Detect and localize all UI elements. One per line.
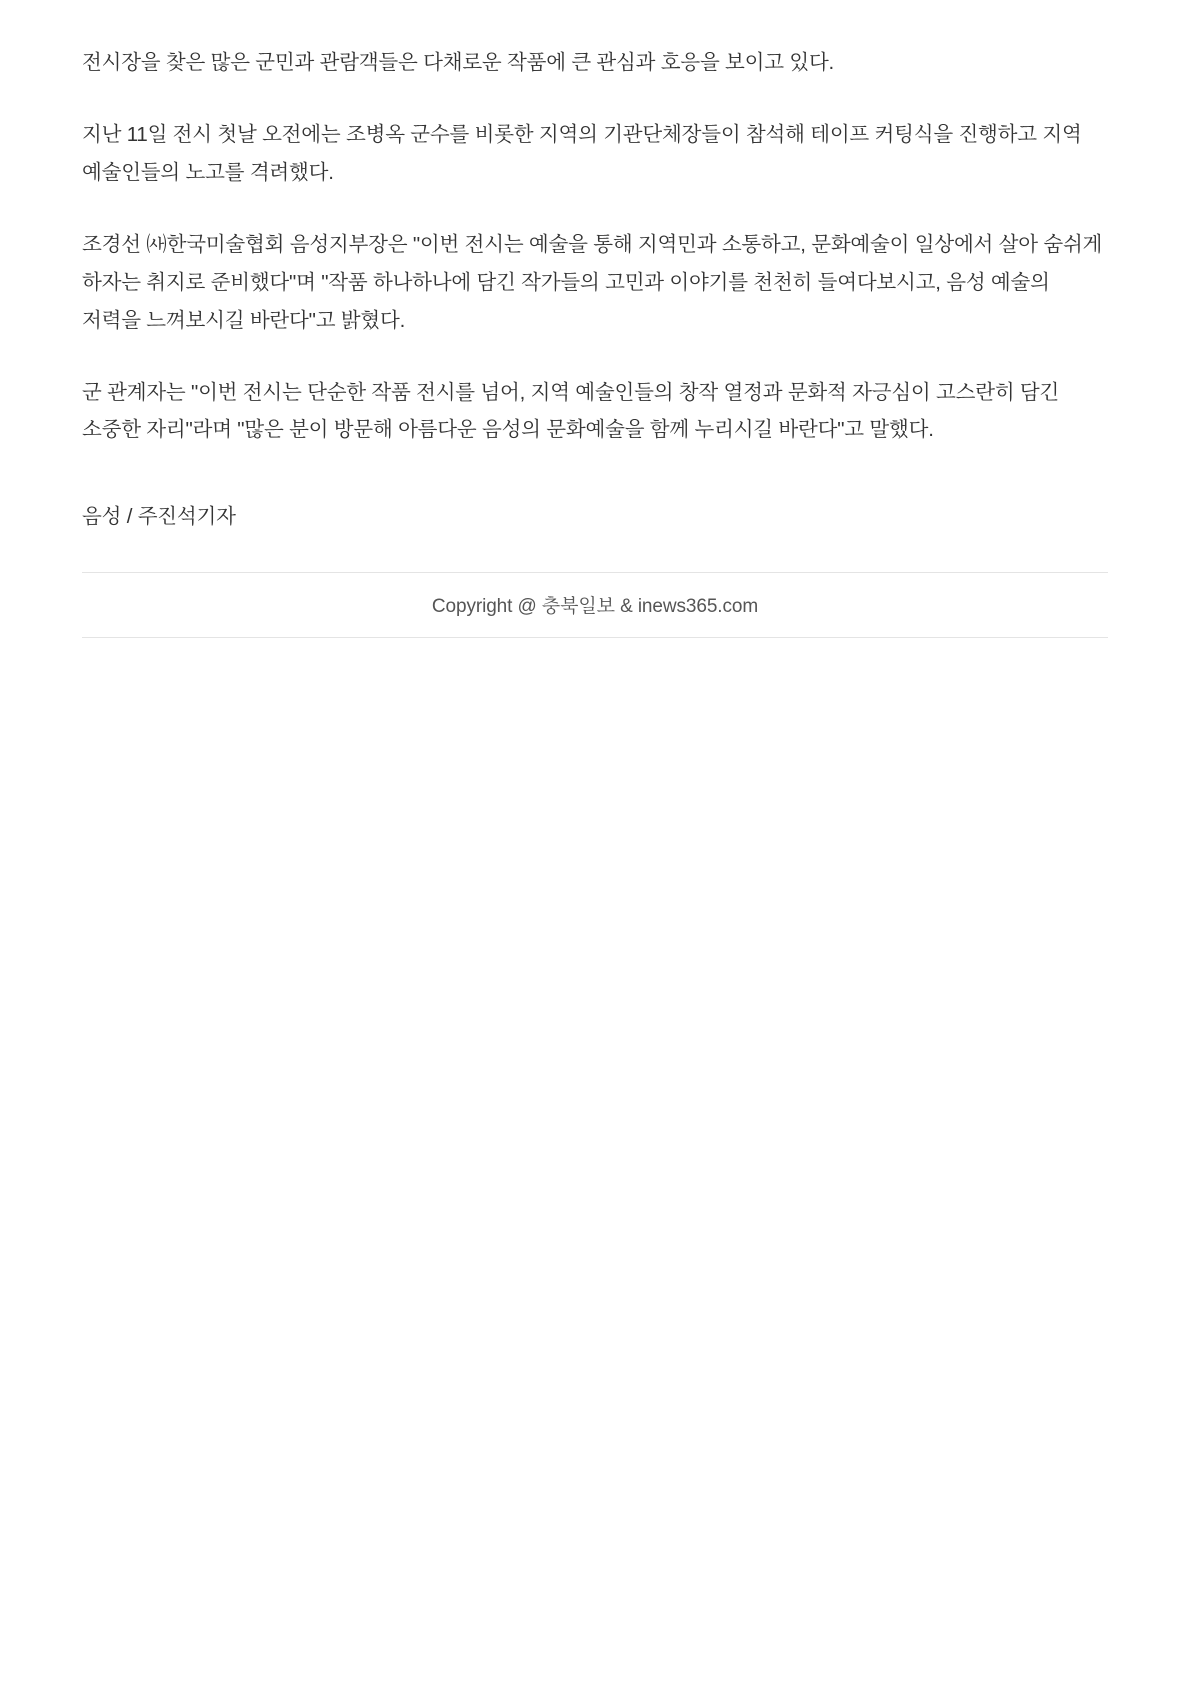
page-whitespace: [82, 638, 1108, 1638]
article-byline: 음성 / 주진석기자: [82, 505, 236, 529]
article-paragraph: 지난 11일 전시 첫날 오전에는 조병옥 군수를 비롯한 지역의 기관단체장들이 참석해 테이프 커팅식을 진행하고 지역 예술인들의 노고를 격려했다.: [82, 122, 1082, 184]
copyright-text: Copyright @ 충북일보 & inews365.com: [431, 596, 759, 618]
copyright-block: [82, 572, 1108, 638]
article-paragraph: 전시장을 찾은 많은 군민과 관람객들은 다채로운 작품에 큰 관심과 호응을 보이고 있다.: [82, 51, 835, 74]
article-paragraph: 조경선 ㈔한국미술협회 음성지부장은 "이번 전시는 예술을 통해 지역민과 소통하고, 문화예술이 일상에서 살아 숨쉬게 하자는 취지로 준비했다"며 "작품 하나하나에 담긴 작가들의 고민과 이야기를 천천히 들여다보시고, 음성 예술의 저력을 느껴보시길 바란다"고 밝혔다.: [82, 232, 1103, 332]
article-body: [82, 44, 1108, 638]
article-paragraph: 군 관계자는 "이번 전시는 단순한 작품 전시를 넘어, 지역 예술인들의 창작 열정과 문화적 자긍심이 고스란히 담긴 소중한 자리"라며 "많은 분이 방문해 아름다운 음성의 문화예술을 함께 누리시길 바란다"고 말했다.: [82, 380, 1060, 442]
